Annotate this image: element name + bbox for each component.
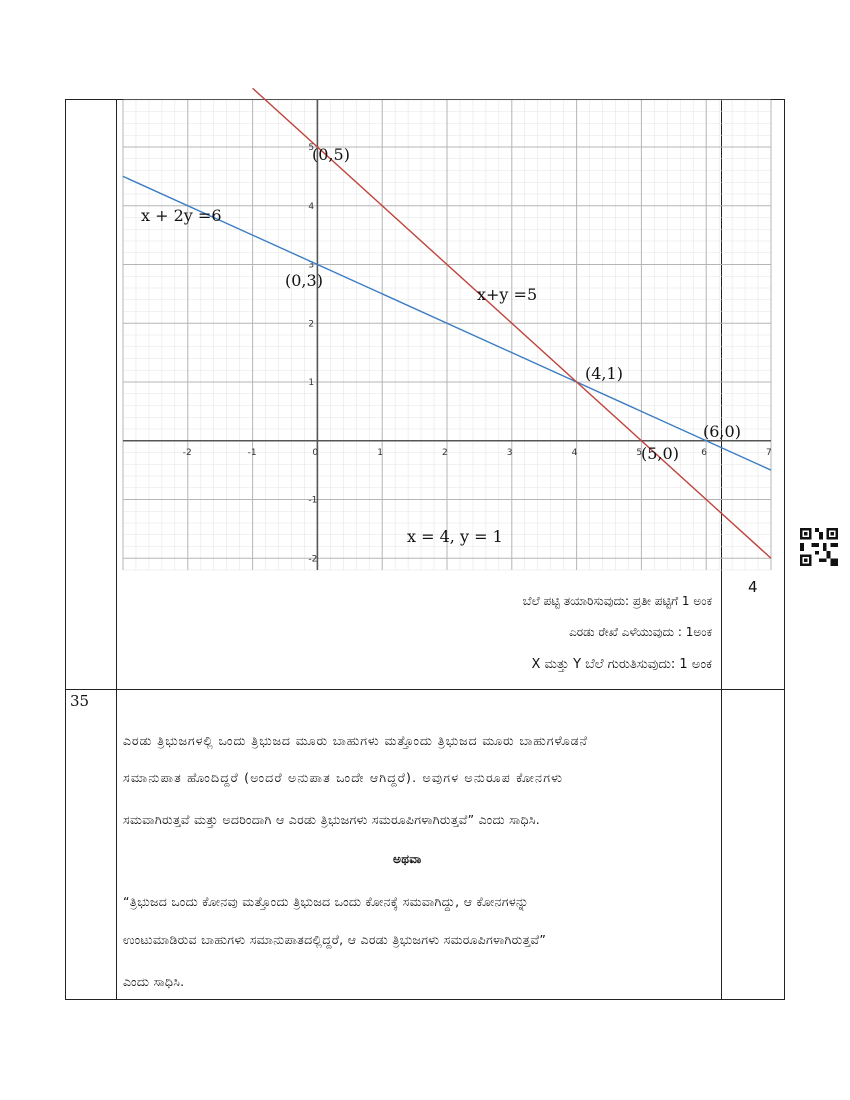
marks-line-1: ಬೆಲೆ ಪಟ್ಟಿ ತಯಾರಿಸುವುದು: ಪ್ರತೀ ಪಟ್ಟಿಗೆ 1 ಅಂಕ [522,594,712,608]
label-equation-blue: x + 2y =6 [141,206,222,225]
y-tick-label: 2 [308,319,315,330]
y-tick-label: -1 [308,495,318,506]
marks-line-3: X ಮತ್ತು Y ಬೆಲೆ ಗುರುತಿಸುವುದು: 1 ಅಂಕ [531,657,712,672]
x-tick-label: 1 [377,447,383,458]
y-tick-label: 1 [308,378,315,388]
alt-question-line-3: ಎಂದು ಸಾಧಿಸಿ. [123,974,185,989]
x-tick-label: 0 [312,447,319,458]
marks-line-2: ಎರಡು ರೇಖೆ ಎಳೆಯುವುದು : 1ಅಂಕ [569,625,712,639]
table-border-right [784,99,785,1000]
table-border-left [65,99,66,1000]
x-tick-label: -2 [182,447,192,458]
label-point-6-0: (6,0) [703,422,741,441]
label-solution: x = 4, y = 1 [407,527,503,546]
point-labels [141,145,741,546]
alt-question-line-1: “ತ್ರಿಭುಜದ ಒಂದು ಕೋನವು ಮತ್ತೊಂದು ತ್ರಿಭುಜದ ಒಂದು ಕೋನಕ್ಕೆ ಸಮವಾಗಿದ್ದು, ಆ ಕೋನಗಳನ್ನು [123,894,529,909]
table-column-divider-1 [116,99,117,1000]
label-point-0-5: (0,5) [312,145,350,164]
label-equation-red: x+y =5 [477,285,538,304]
linear-equations-graph [123,100,771,570]
question-text-line-3: ಸಮವಾಗಿರುತ್ತವೆ ಮತ್ತು ಅದರಿಂದಾಗಿ ಆ ಎರಡು ತ್ರಿಭುಜಗಳು ಸಮರೂಪಿಗಳಾಗಿರುತ್ತವೆ” ಎಂದು ಸಾಧಿಸಿ. [123,812,541,827]
question-text-line-2: ಸಮಾನುಪಾತ ಹೊಂದಿದ್ದರೆ (ಅಂದರೆ ಅನುಪಾತ ಒಂದೇ ಆಗಿದ್ದರೆ). ಅವುಗಳ ಅನುರೂಪ ಕೋನಗಳು [123,770,564,785]
total-marks: 4 [748,578,758,596]
label-point-4-1: (4,1) [585,364,623,383]
x-tick-label: -1 [247,447,257,458]
label-point-5-0: (5,0) [641,444,679,463]
x-tick-label: 2 [442,447,448,458]
qr-code-icon [800,528,838,566]
x-tick-label: 3 [506,447,513,458]
question-number: 35 [70,692,90,710]
table-border-bottom [65,999,785,1000]
label-point-0-3: (0,3) [285,271,323,290]
x-tick-label: 5 [636,447,643,458]
x-tick-label: 7 [766,447,772,458]
question-text-line-1: ಎರಡು ತ್ರಿಭುಜಗಳಲ್ಲಿ ಒಂದು ತ್ರಿಭುಜದ ಮೂರು ಬಾಹುಗಳು ಮತ್ತೊಂದು ತ್ರಿಭುಜದ ಮೂರು ಬಾಹುಗಳೊಡನೆ [123,733,588,748]
y-tick-label: 4 [308,201,315,212]
y-tick-label: 3 [308,260,315,271]
alt-question-line-2: ಉಂಟುಮಾಡಿರುವ ಬಾಹುಗಳು ಸಮಾನುಪಾತದಲ್ಲಿದ್ದರೆ, ಆ ಎರಡು ತ್ರಿಭುಜಗಳು ಸಮರೂಪಿಗಳಾಗಿರುತ್ತವೆ” [123,932,547,947]
x-tick-label: 6 [701,447,707,458]
table-border-middle [65,689,785,690]
y-tick-label: -2 [308,554,318,565]
or-label: ಅಥವಾ [393,852,422,866]
y-tick-label: 5 [308,143,315,153]
x-tick-label: 4 [571,447,578,458]
